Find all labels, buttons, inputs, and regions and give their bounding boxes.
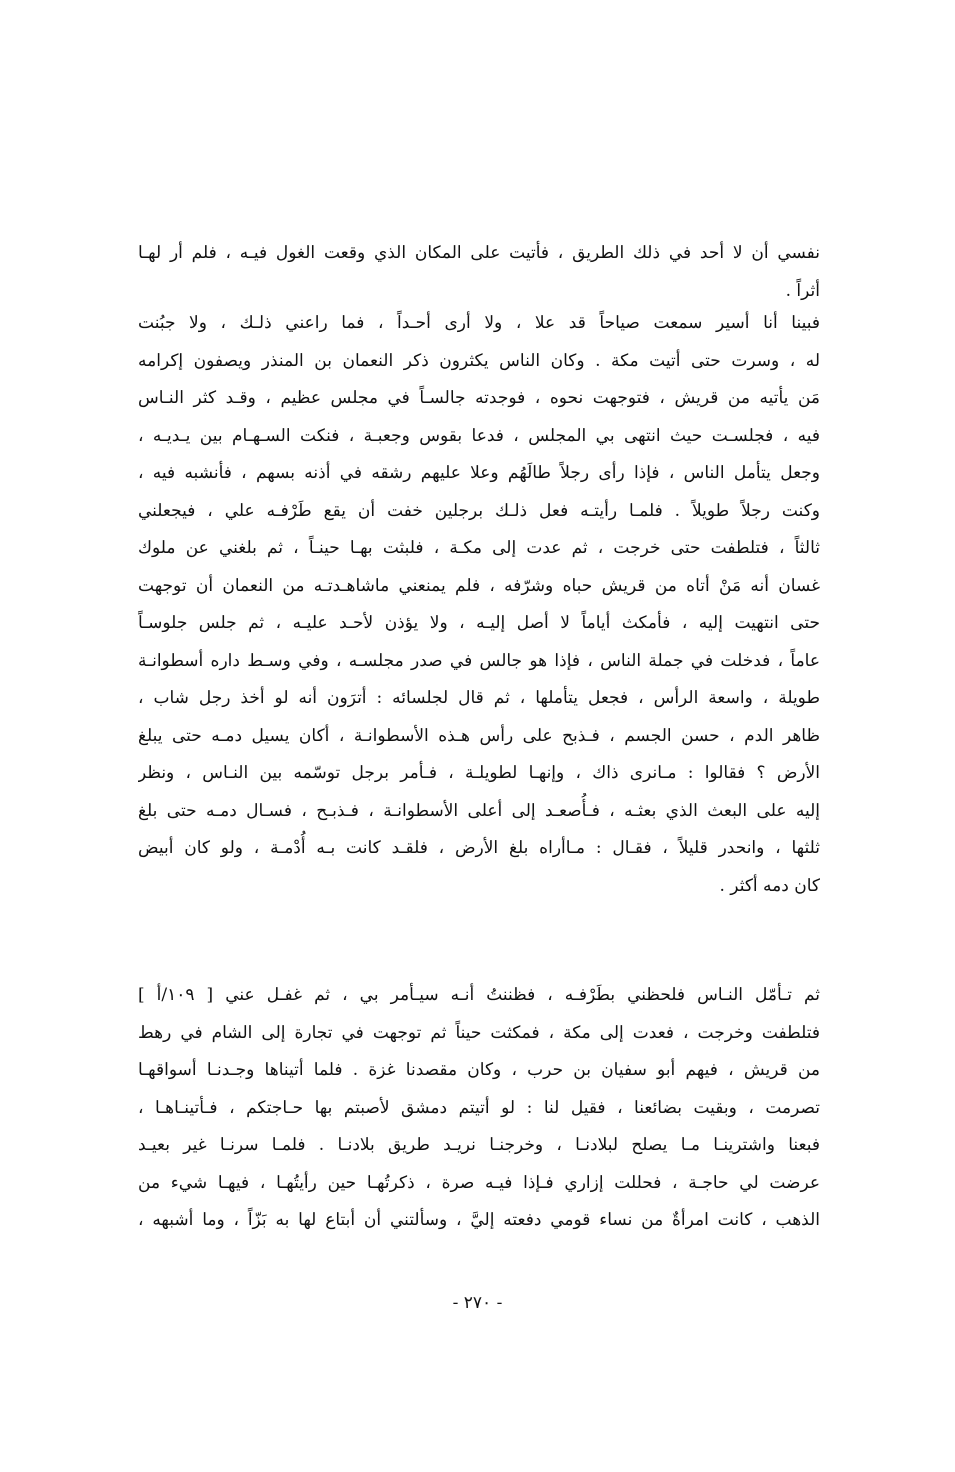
text-line: حتى انتهيت إليه ، فأمكث أياماً لا أصل إليـه ، ولا يؤذن لأحـد عليـه ، ثم جلس جلوسـاً — [138, 613, 820, 633]
text-line: تصرمت ، وبقيت بضائعنا ، فقيل لنا : لو أتيتم دمشق لأصبتم بها حـاجتكم ، فـأتينـاهـا ، — [138, 1097, 820, 1118]
paragraph-1 — [138, 235, 820, 310]
text-line: فيه ، فجلسـت حيث انتهى بي المجلس ، فدعا بقوس وجعبـة ، فنكت السـهـام بين يـديـه ، — [138, 425, 820, 446]
text-line: طويلة ، واسعة الرأس ، فجعل يتأملها ، ثم قال لجلسائه : أترَون أنه لو أخذ رجل شاب ، — [138, 688, 820, 708]
text-line: ظاهر الدم ، حسن الجسم ، فـذبح على رأس هـذه الأسطوانـة ، أكان يسيل دمـه حتى يبلغ — [138, 725, 820, 746]
text-line: غسان أنه مَنْ أتاه من قريش حباه وشرّفه ، فلم يمنعني ماشاهـدتـه من النعمان أن توجهت — [138, 575, 820, 596]
text-line: ثالثاً ، فتلطفت حتى خرجت ، ثم عدت إلى مكـة ، فلبثت بهـا حينـاً ، ثم بلغني عن ملوك — [138, 538, 820, 558]
text-line: الذهب ، كانت امرأةٌ من نساء قومي دفعته إليَّ ، وسألتني أن أبتاع لها به بَزّاً ، وما أشبهه ، — [138, 1210, 820, 1230]
text-line: كان دمه أكثر . — [719, 875, 820, 896]
text-line: له ، وسرت حتى أتيت مكة . وكان الناس يكثرون ذكر النعمان بن المنذر ويصفون إكرامه — [138, 350, 820, 371]
page-number: - ٢٧٠ - — [452, 1293, 503, 1313]
text-line: فتلطفت وخرجت ، فعدت إلى مكة ، فمكثت حيناً ثم توجهت في تجارة إلى الشام في رهط — [138, 1022, 820, 1043]
text-line: فبينا أنا أسير سمعت صياحاً قد علا ، ولا أرى أحـداً ، فما راعني ذلـك ، ولا جبُنت — [138, 313, 820, 333]
text-line: من قريش ، فيهم أبو سفيان بن حرب ، وكان مقصدنا غزة . فلما أتيناها وجـدنـا أسواقهـا — [138, 1060, 820, 1080]
text-line: الأرض ؟ فقالوا : مـانرى ذاك ، وإنهـا لطويلـة ، فـأمر برجل توسّمه بين النـاس ، ونظر — [138, 763, 820, 783]
text-line: إليه على البعث الذي بعثـه ، فـأُصعـد إلى أعلى الأسطوانـة ، فـذبـح ، فسـال دمـه حتى بلغ — [138, 800, 820, 821]
paragraph-2 — [138, 305, 820, 905]
text-line: وكنت رجلاً طويلاً . فلمـا رأيتـه فعل ذلـك برجلين خفت أن يقع طَرْفـه علي ، فيجعلني — [138, 500, 820, 521]
paragraph-3 — [138, 977, 820, 1240]
text-line: مَن يأتيه من قريش ، فتوجهت نحوه ، فوجدته جالسـاً في مجلس عظيم ، وقـد كثر النـاس — [138, 388, 820, 408]
text-line: عاماً ، فدخلت في جملة الناس ، فإذا هو جالس في صدر مجلسـه ، وفي وسـط داره أسطوانـة — [138, 650, 820, 671]
text-line: عرضت لي حاجـة ، فحللت إزاري فـإذا فيـه صرة ، ذكرتُهـا حين رأيتُهـا ، فيهـا شيء من — [138, 1172, 820, 1193]
text-line: وجعل يتأمل الناس ، فإذا رأى رجلاً طالَهُم وعلا عليهم رشقه في أذنه بسهم ، فأنشبه فيه ، — [138, 463, 820, 483]
text-line: ثم تـأمّل النـاس فلحظني بطَرْفـه ، فظننتُ أنـه سيـأمر بي ، ثم غفـل عني [ ١٠٩/أ ] — [138, 985, 820, 1005]
text-line: ثلثها ، وانحدر قليلاً ، فقـال : مـاأراه بلغ الأرض ، فلقـد كانت بـه أُدْمـة ، ولو كان أبيض — [138, 838, 820, 858]
text-line: أثراً . — [785, 280, 820, 301]
text-line: نفسي أن لا أحد في ذلك الطريق ، فأتيت على المكان الذي وقعت الغول فيـه ، فلم أر لهـا — [138, 243, 820, 263]
text-line: فبعنا واشترينـا مـا يصلح لبلادنـا ، وخرجنـا نريـد طريق بلادنـا . فلمـا سرنـا غير بعيـد — [138, 1135, 820, 1155]
